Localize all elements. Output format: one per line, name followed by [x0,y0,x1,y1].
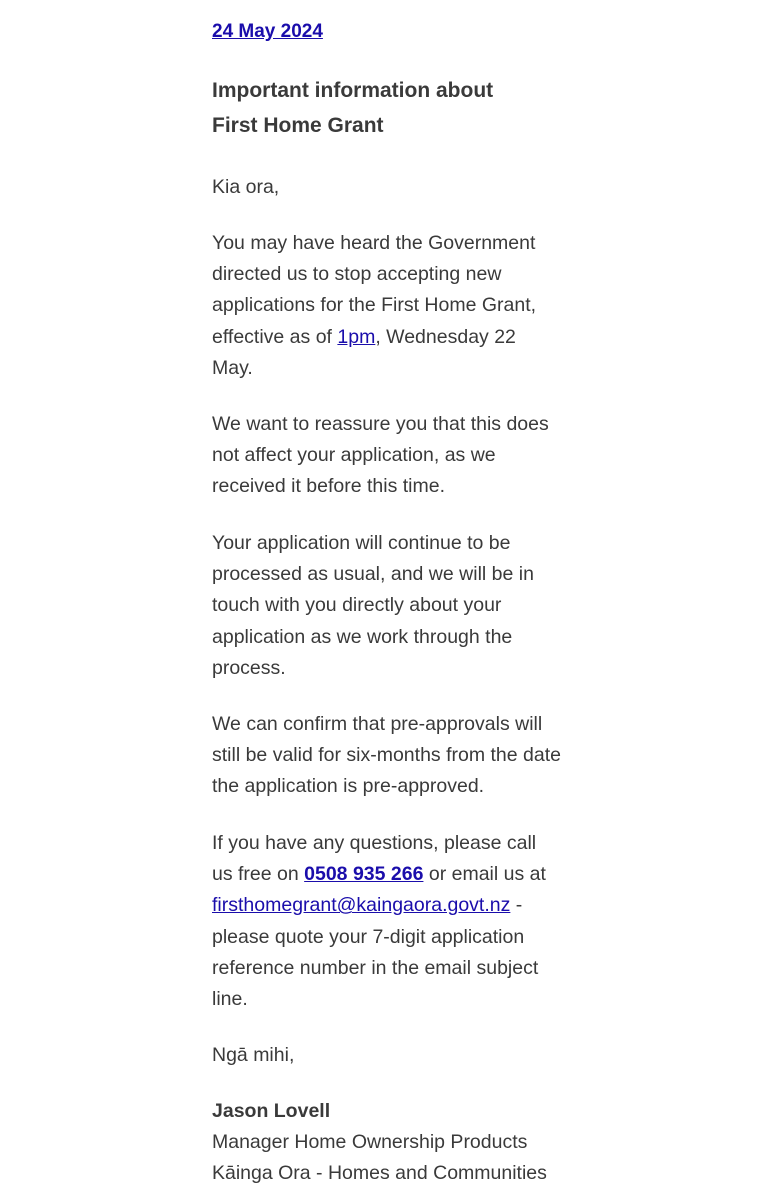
paragraph-policy-text: You may have heard the Government directed us to stop accepting new applications for the First Home Grant, effective as of [212,232,537,348]
date-link[interactable]: 24 May 2024 [212,21,323,42]
signature-title: Manager Home Ownership Products [212,1131,528,1154]
contact-text-mid: or email us at [423,863,546,886]
paragraph-pre-approvals: We can confirm that pre-approvals will still be valid for six-months from the date the application is pre-approved. [212,713,561,798]
time-link[interactable]: 1pm [337,325,376,348]
phone-link[interactable]: 0508 935 266 [304,863,424,886]
contact-text-intro: If you have any questions, please call us free on [212,832,537,886]
headline-line-2: First Home Grant [212,114,384,137]
contact-text-outro: - please quote your 7-digit application reference number in the email subject line. [212,894,539,1011]
signature-org: Kāinga Ora - Homes and Communities [212,1162,547,1185]
paragraph-policy-date: , Wednesday 22 May. [212,325,516,379]
paragraph-processing: Your application will continue to be processed as usual, and we will be in touch with you directly about your application as we work through the process. [212,532,534,679]
paragraph-reassurance: We want to reassure you that this does not affect your application, as we received it before this time. [212,413,549,498]
paragraph-contact [212,828,562,1015]
headline-line-1: Important information about [212,79,494,102]
paragraph-policy-change [212,228,562,384]
signoff: Ngā mihi, [212,1044,295,1066]
signature-name: Jason Lovell [212,1100,331,1122]
signature-block [212,1096,562,1190]
email-headline [212,73,582,143]
email-link[interactable]: firsthomegrant@kaingaora.govt.nz [212,894,511,917]
greeting: Kia ora, [212,176,280,198]
